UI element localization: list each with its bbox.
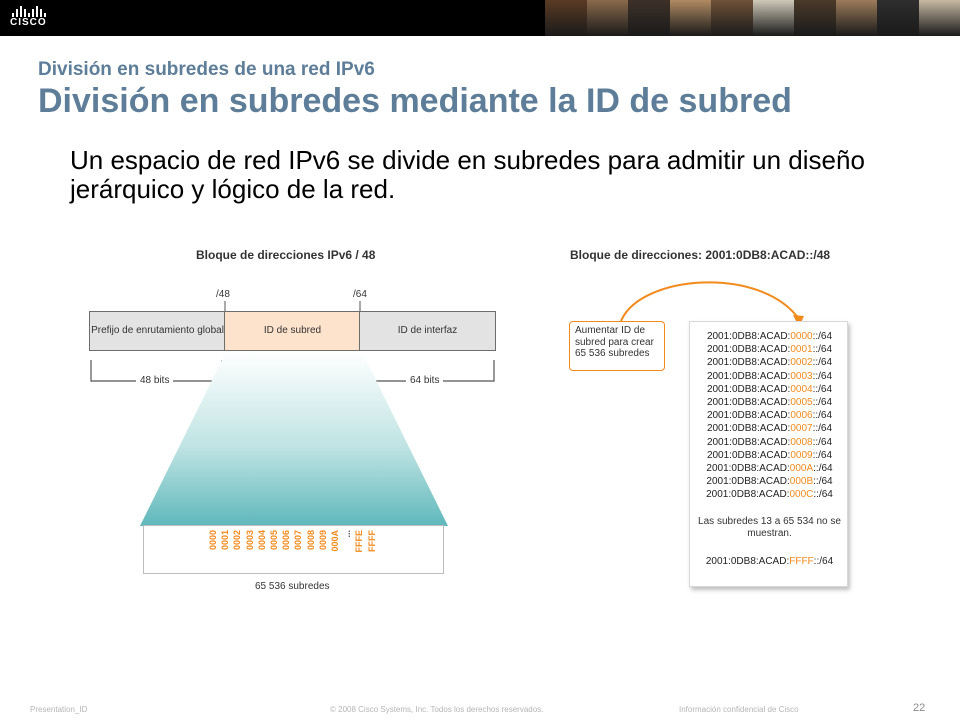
footer-confidential: Información confidencial de Cisco bbox=[679, 705, 799, 714]
subnet-count-label: 65 536 subredes bbox=[255, 581, 330, 592]
subnet-address: 2001:0DB8:ACAD:000B::/64 bbox=[706, 476, 833, 488]
subnet-id-value: 0004 bbox=[256, 530, 267, 551]
subnet-id-value: 0001 bbox=[220, 530, 231, 551]
subnet-id-value: 0000 bbox=[208, 530, 218, 551]
subnet-address: 2001:0DB8:ACAD:0006::/64 bbox=[706, 410, 833, 422]
tick-64: /64 bbox=[353, 289, 367, 300]
slide-body-text: Un espacio de red IPv6 se divide en subredes para admitir un diseño jerárquico y lógico de la red. bbox=[70, 145, 865, 204]
subnet-address: 2001:0DB8:ACAD:000A::/64 bbox=[706, 463, 833, 474]
page-number: 22 bbox=[913, 702, 926, 714]
subnet-id-value: 0007 bbox=[293, 530, 304, 551]
subnet-address: 2001:0DB8:ACAD:0007::/64 bbox=[706, 423, 833, 435]
subnet-id-value: 0005 bbox=[269, 530, 279, 551]
subnet-address: 2001:0DB8:ACAD:0002::/64 bbox=[706, 357, 833, 369]
right-diagram-heading: Bloque de direcciones: 2001:0DB8:ACAD::/48 bbox=[570, 248, 831, 262]
subnet-id-value: FFFF bbox=[366, 530, 377, 552]
subnet-id-value: 0008 bbox=[305, 530, 316, 551]
subnet-id-value: 0002 bbox=[232, 530, 243, 551]
last-subnet-address: 2001:0DB8:ACAD:FFFF::/64 bbox=[705, 556, 834, 567]
bits-label-48: 48 bits bbox=[136, 375, 173, 386]
subnet-address: 2001:0DB8:ACAD:0009::/64 bbox=[706, 449, 833, 461]
slide-title: División en subredes mediante la ID de subred bbox=[38, 82, 792, 120]
tick-48: /48 bbox=[216, 289, 230, 300]
bits-label-64: 64 bits bbox=[406, 375, 443, 386]
slide-subtitle: División en subredes de una red IPv6 bbox=[38, 59, 375, 80]
segment-interface-id: ID de interfaz bbox=[359, 311, 496, 351]
footer-copyright: © 2008 Cisco Systems, Inc. Todos los derechos reservados. bbox=[330, 705, 544, 714]
subnet-address-list bbox=[689, 321, 848, 587]
subnet-id-value: ... bbox=[342, 530, 353, 538]
subnet-id-value: 0006 bbox=[281, 530, 292, 551]
subnet-address: 2001:0DB8:ACAD:000C::/64 bbox=[706, 489, 833, 501]
subnet-id-value: 0009 bbox=[317, 530, 328, 551]
cisco-wordmark: CISCO bbox=[10, 17, 47, 28]
subnet-id-value: 000A bbox=[330, 530, 340, 552]
subnet-address: 2001:0DB8:ACAD:0000::/64 bbox=[706, 331, 833, 342]
increment-callout: Aumentar ID de subred para crear 65 536 subredes bbox=[569, 321, 665, 371]
subnet-address: 2001:0DB8:ACAD:0008::/64 bbox=[706, 436, 833, 448]
segment-subnet-id: ID de subred bbox=[224, 311, 361, 351]
subnet-address: 2001:0DB8:ACAD:0004::/64 bbox=[706, 383, 833, 395]
segment-global-prefix: Prefijo de enrutamiento global bbox=[89, 311, 226, 351]
subnet-address: 2001:0DB8:ACAD:0001::/64 bbox=[706, 344, 833, 356]
subnet-address: 2001:0DB8:ACAD:0003::/64 bbox=[706, 370, 833, 382]
left-diagram-heading: Bloque de direcciones IPv6 / 48 bbox=[196, 248, 376, 262]
footer-presentation-id: Presentation_ID bbox=[30, 705, 88, 714]
subnet-address: 2001:0DB8:ACAD:0005::/64 bbox=[706, 397, 833, 408]
omitted-subnets-note: Las subredes 13 a 65 534 no se muestran. bbox=[698, 516, 841, 539]
subnet-id-value: 0003 bbox=[244, 530, 255, 551]
subnet-id-value: FFFE bbox=[354, 530, 365, 553]
